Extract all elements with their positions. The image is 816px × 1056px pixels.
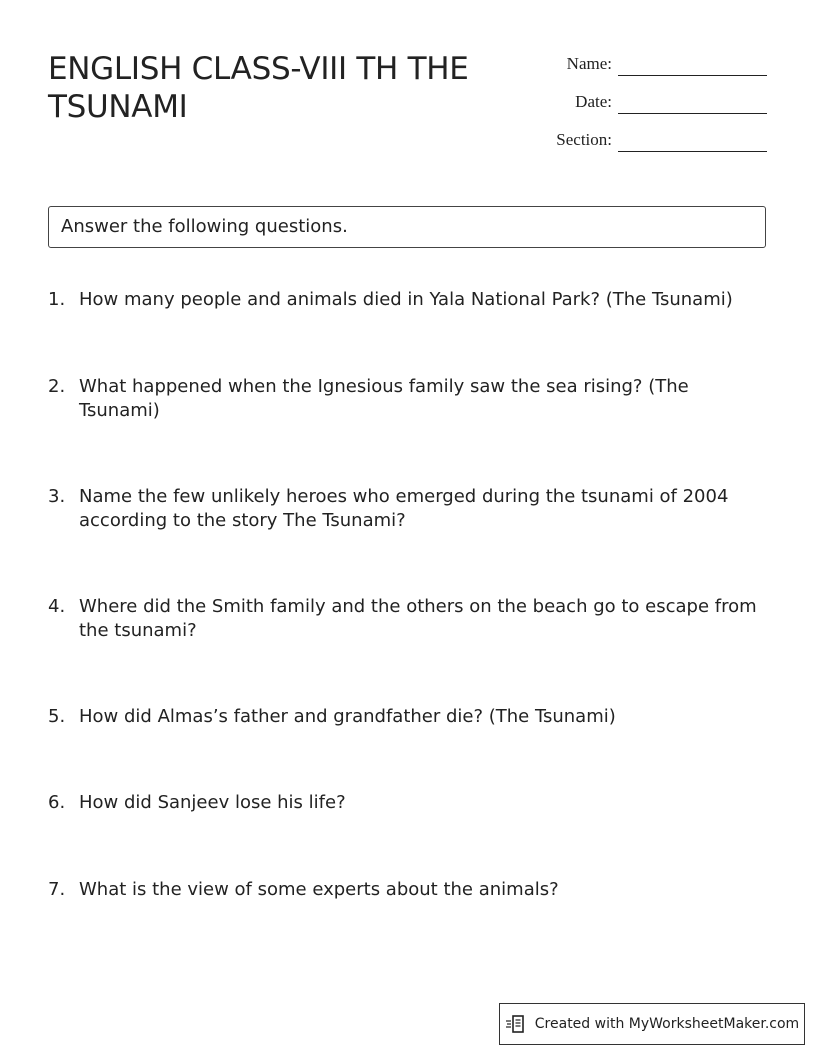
question-text: What is the view of some experts about the animals? bbox=[79, 879, 559, 900]
date-field bbox=[530, 90, 770, 114]
question-number: 4. bbox=[48, 596, 66, 617]
question-text: How many people and animals died in Yala National Park? (The Tsunami) bbox=[79, 289, 733, 310]
question-number: 6. bbox=[48, 792, 66, 813]
section-blank-line[interactable] bbox=[618, 151, 767, 152]
date-label: Date: bbox=[575, 92, 612, 111]
footer-credit-text: Created with MyWorksheetMaker.com bbox=[534, 1016, 800, 1032]
question-number: 5. bbox=[48, 706, 66, 727]
question-number: 7. bbox=[48, 879, 66, 900]
name-blank-line[interactable] bbox=[618, 75, 767, 76]
question-text: How did Almas’s father and grandfather die? (The Tsunami) bbox=[79, 706, 616, 727]
worksheet-maker-logo-icon bbox=[505, 1013, 527, 1035]
section-label: Section: bbox=[556, 130, 612, 149]
question-number: 1. bbox=[48, 289, 66, 310]
question-text: How did Sanjeev lose his life? bbox=[79, 792, 346, 813]
worksheet-title: ENGLISH CLASS-VIII TH THE TSUNAMI bbox=[48, 51, 469, 125]
instructions-text: Answer the following questions. bbox=[61, 216, 348, 237]
instructions-box bbox=[48, 206, 766, 248]
question-number: 3. bbox=[48, 486, 66, 507]
question-text: Where did the Smith family and the others on the beach go to escape from the tsunami? bbox=[79, 596, 757, 641]
section-field bbox=[530, 128, 770, 152]
date-blank-line[interactable] bbox=[618, 113, 767, 114]
footer-credit[interactable] bbox=[499, 1003, 805, 1045]
question-text: Name the few unlikely heroes who emerged during the tsunami of 2004 according to the story The Tsunami? bbox=[79, 486, 729, 531]
question-number: 2. bbox=[48, 376, 66, 397]
name-field bbox=[530, 52, 770, 76]
question-text: What happened when the Ignesious family saw the sea rising? (The Tsunami) bbox=[79, 376, 689, 421]
name-label: Name: bbox=[566, 54, 612, 73]
